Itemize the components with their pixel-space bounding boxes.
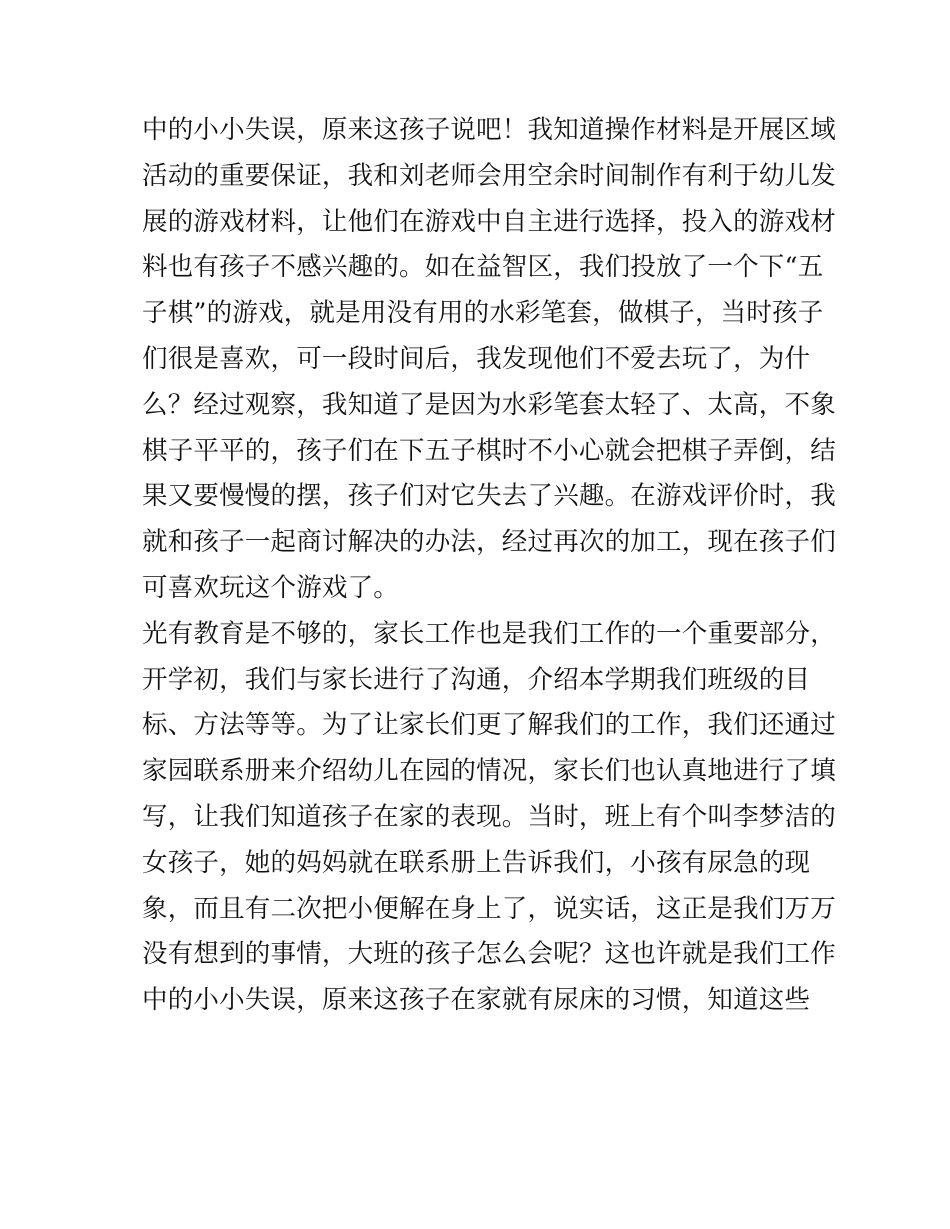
text-line: 们很是喜欢，可一段时间后，我发现他们不爱去玩了，为什: [142, 343, 811, 374]
text-line: 家园联系册来介绍幼儿在园的情况，家长们也认真地进行了填: [142, 756, 836, 787]
text-line: 标、方法等等。为了让家长们更了解我们的工作，我们还通过: [142, 710, 836, 741]
text-line: 光有教育是不够的，家长工作也是我们工作的一个重要部分，: [142, 618, 836, 649]
text-line: 果又要慢慢的摆，孩子们对它失去了兴趣。在游戏评价时，我: [142, 481, 836, 512]
text-line: 子棋”的游戏，就是用没有用的水彩笔套，做棋子，当时孩子: [142, 298, 824, 329]
body-text: [142, 108, 836, 1024]
text-line: 中的小小失误，原来这孩子在家就有尿床的习惯，知道这些: [142, 985, 811, 1016]
text-line: 活动的重要保证，我和刘老师会用空余时间制作有利于幼儿发: [142, 160, 836, 191]
text-line: 可喜欢玩这个游戏了。: [142, 572, 400, 603]
text-line: 棋子平平的，孩子们在下五子棋时不小心就会把棋子弄倒，结: [142, 435, 836, 466]
text-line: 女孩子，她的妈妈就在联系册上告诉我们，小孩有尿急的现: [142, 847, 811, 878]
text-line: 中的小小失误，原来这孩子说吧！我知道操作材料是开展区域: [142, 115, 836, 145]
text-line: 没有想到的事情，大班的孩子怎么会呢？这也许就是我们工作: [142, 939, 836, 970]
text-line: 写，让我们知道孩子在家的表现。当时，班上有个叫李梦洁的: [142, 801, 836, 832]
text-line: 象，而且有二次把小便解在身上了，说实话，这正是我们万万: [142, 893, 836, 924]
text-line: 就和孩子一起商讨解决的办法，经过再次的加工，现在孩子们: [142, 527, 836, 558]
text-line: 展的游戏材料，让他们在游戏中自主进行选择，投入的游戏材: [142, 206, 836, 237]
text-line: 料也有孩子不感兴趣的。如在益智区，我们投放了一个下“五: [142, 252, 824, 283]
text-line: 么？经过观察，我知道了是因为水彩笔套太轻了、太高，不象: [142, 389, 836, 420]
text-line: 开学初，我们与家长进行了沟通，介绍本学期我们班级的目: [142, 664, 811, 695]
